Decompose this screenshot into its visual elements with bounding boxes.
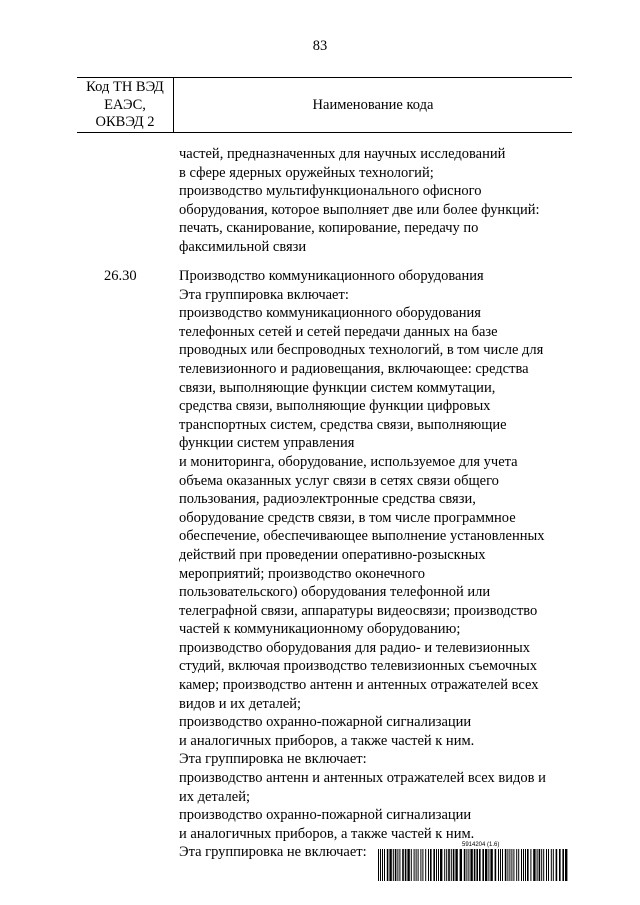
text-line: оборудования, которое выполняет две или более функций: — [179, 201, 540, 218]
barcode-bar — [533, 849, 535, 881]
text-line: телевизионного и радиовещания, включающее: средства — [179, 360, 529, 377]
text-line: функции систем управления — [179, 435, 355, 452]
header-name-column: Наименование кода — [312, 96, 434, 113]
barcode-bar — [402, 849, 404, 881]
barcode-bar — [488, 849, 489, 881]
barcode-bar — [397, 849, 398, 881]
header-code-column — [77, 78, 174, 132]
page-number: 83 — [312, 38, 328, 54]
text-line: производство оборудования для радио- и телевизионных — [179, 639, 531, 656]
barcode-bar — [407, 849, 409, 881]
barcode-bar — [551, 849, 552, 881]
text-line: Производство коммуникационного оборудования — [179, 268, 484, 284]
barcode-bar — [537, 849, 538, 881]
text-line: печать, сканирование, копирование, передачу по — [179, 220, 479, 237]
text-line: мероприятий; производство оконечного — [179, 565, 425, 582]
barcode-bar — [509, 849, 510, 881]
barcode-bar — [451, 849, 452, 881]
barcode-bar — [485, 849, 487, 881]
barcode-bar — [453, 849, 455, 881]
barcode-bar — [378, 849, 379, 881]
barcode-bar — [530, 849, 531, 881]
barcode-bar — [511, 849, 512, 881]
barcode-bar — [553, 849, 554, 881]
text-line: производство коммуникационного оборудования — [179, 305, 481, 322]
barcode — [378, 849, 568, 881]
text-line: производство антенн и антенных отражателей всех видов и — [179, 770, 546, 787]
barcode-bar — [539, 849, 541, 881]
barcode-bar — [507, 849, 508, 881]
text-line: их деталей; — [179, 788, 250, 805]
table-header — [77, 77, 572, 133]
barcode-bar — [384, 849, 385, 881]
barcode-bar — [425, 849, 426, 881]
barcode-bar — [565, 849, 567, 881]
text-line: действий при проведении оперативно-розыскных — [179, 546, 486, 563]
text-line: Эта группировка включает: — [179, 286, 349, 303]
text-line: камер; производство антенн и антенных отражателей всех — [179, 677, 539, 694]
text-line: Эта группировка не включает: — [179, 751, 367, 768]
barcode-bar — [428, 849, 429, 881]
barcode-bar — [548, 849, 549, 881]
text-line: производство мультифункционального офисного — [179, 183, 482, 200]
header-code-line: ОКВЭД 2 — [95, 114, 155, 130]
barcode-bar — [455, 849, 457, 881]
barcode-bar — [418, 849, 419, 881]
barcode-bar — [468, 849, 469, 881]
text-line: студий, включая производство телевизионных съемочных — [179, 658, 537, 675]
text-line: и аналогичных приборов, а также частей к ним. — [179, 732, 475, 749]
barcode-bar — [470, 849, 472, 881]
barcode-bar — [556, 849, 558, 881]
text-line: частей к коммуникационному оборудованию; — [179, 621, 461, 638]
barcode-bar — [527, 849, 529, 881]
barcode-bar — [474, 849, 476, 881]
text-line: связи, выполняющие функции систем коммутации, — [179, 379, 496, 396]
barcode-bar — [518, 849, 519, 881]
text-line: видов и их деталей; — [179, 695, 302, 712]
barcode-bar — [525, 849, 526, 881]
text-line: средства связи, выполняющие функции цифровых — [179, 398, 491, 415]
barcode-bar — [411, 849, 412, 881]
barcode-bar — [433, 849, 435, 881]
text-line: и мониторинга, оборудование, используемое для учета — [179, 453, 518, 470]
barcode-bar — [476, 849, 478, 881]
barcode-bar — [495, 849, 497, 881]
barcode-bar — [559, 849, 561, 881]
barcode-bar — [505, 849, 507, 881]
barcode-bar — [422, 849, 423, 881]
text-line: и аналогичных приборов, а также частей к ним. — [179, 825, 475, 842]
barcode-bar — [482, 849, 484, 881]
barcode-bar — [546, 849, 547, 881]
barcode-bar — [444, 849, 445, 881]
text-line: обеспечение, обеспечивающее выполнение установленных — [179, 528, 545, 545]
text-line: производство охранно-пожарной сигнализации — [179, 807, 472, 824]
barcode-bar — [460, 849, 462, 881]
barcode-bar — [543, 849, 544, 881]
text-line: в сфере ядерных оружейных технологий; — [179, 164, 434, 181]
barcode-bar — [516, 849, 517, 881]
text-line: оборудование средств связи, в том числе программное — [179, 509, 516, 526]
header-code-line: ЕАЭС, — [104, 96, 146, 113]
barcode-bar — [420, 849, 421, 881]
barcode-bar — [446, 849, 447, 881]
header-code-line: Код ТН ВЭД — [86, 79, 164, 95]
barcode-bar — [479, 849, 481, 881]
text-line: Эта группировка не включает: — [179, 844, 367, 861]
text-line: пользовательского) оборудования телефонной или — [179, 584, 491, 601]
barcode-bar — [521, 849, 522, 881]
barcode-bar — [498, 849, 499, 881]
barcode-bar — [436, 849, 437, 881]
text-line: пользования, радиоэлектронные средства связи, — [179, 491, 476, 508]
barcode-bar — [380, 849, 381, 881]
text-line: телефонных сетей и сетей передачи данных на базе — [179, 323, 498, 340]
barcode-bar — [382, 849, 383, 881]
barcode-bar — [513, 849, 514, 881]
barcode-bar — [414, 849, 415, 881]
barcode-bar — [395, 849, 397, 881]
barcode-bar — [562, 849, 564, 881]
barcode-bar — [541, 849, 542, 881]
barcode-bar — [405, 849, 407, 881]
entry-description — [179, 267, 579, 862]
entry-code: 26.30 — [104, 268, 137, 284]
barcode-bar — [440, 849, 442, 881]
text-line: проводных или беспроводных технологий, в том числе для — [179, 342, 544, 359]
text-line: частей, предназначенных для научных исследований — [179, 146, 506, 162]
barcode-bar — [466, 849, 467, 881]
barcode-bar — [500, 849, 501, 881]
text-line: объема оказанных услуг связи в сетях связи общего — [179, 472, 499, 489]
text-line: телеграфной связи, аппаратуры видеосвязи; производство — [179, 602, 538, 619]
continuation-text — [179, 145, 579, 257]
text-line: транспортных систем, средства связи, выполняющие — [179, 416, 507, 433]
barcode-bar — [389, 849, 391, 881]
barcode-bar — [430, 849, 432, 881]
barcode-bar — [416, 849, 417, 881]
text-line: производство охранно-пожарной сигнализации — [179, 714, 472, 731]
barcode-bar — [502, 849, 503, 881]
barcode-bar — [387, 849, 389, 881]
text-line: факсимильной связи — [179, 238, 307, 255]
barcode-bar — [399, 849, 400, 881]
barcode-bar — [438, 849, 439, 881]
barcode-bar — [523, 849, 524, 881]
barcode-bar — [448, 849, 450, 881]
barcode-bar — [490, 849, 492, 881]
barcode-bar — [464, 849, 466, 881]
document-id: 5914204 (1.6) — [462, 842, 500, 848]
barcode-bar — [393, 849, 394, 881]
